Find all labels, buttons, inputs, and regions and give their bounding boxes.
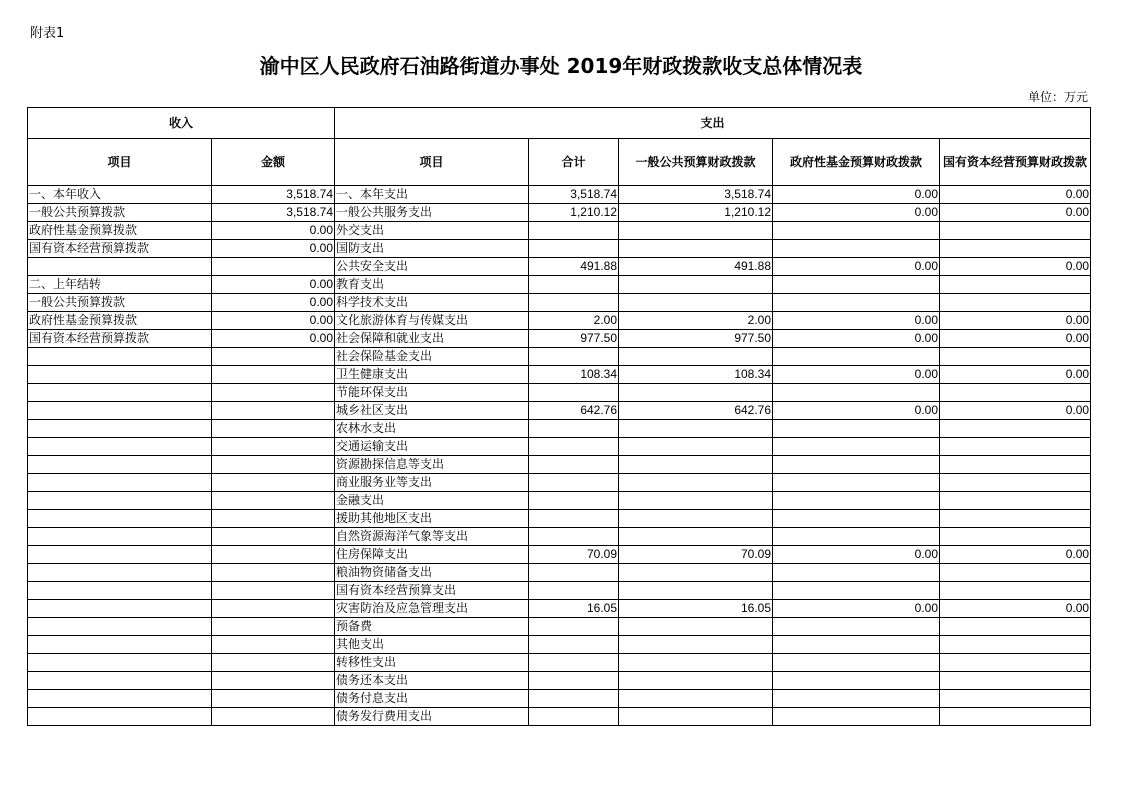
income-item-cell bbox=[28, 546, 212, 564]
exp-total-cell bbox=[529, 474, 619, 492]
exp-total-cell bbox=[529, 636, 619, 654]
exp-general-cell bbox=[619, 528, 773, 546]
exp-total-cell: 1,210.12 bbox=[529, 204, 619, 222]
income-item-cell bbox=[28, 618, 212, 636]
table-body bbox=[28, 186, 1091, 726]
exp-total-cell: 2.00 bbox=[529, 312, 619, 330]
exp-item-cell: 住房保障支出 bbox=[335, 546, 529, 564]
exp-state-cell bbox=[940, 582, 1091, 600]
income-item-cell: 国有资本经营预算拨款 bbox=[28, 240, 212, 258]
exp-state-cell: 0.00 bbox=[940, 258, 1091, 276]
exp-total-cell bbox=[529, 708, 619, 726]
table-row bbox=[28, 582, 1091, 600]
income-amount-cell bbox=[212, 420, 335, 438]
exp-general-cell bbox=[619, 564, 773, 582]
exp-fund-cell bbox=[773, 474, 940, 492]
exp-state-cell: 0.00 bbox=[940, 186, 1091, 204]
exp-fund-cell: 0.00 bbox=[773, 186, 940, 204]
income-item-cell: 二、上年结转 bbox=[28, 276, 212, 294]
exp-item-cell: 预备费 bbox=[335, 618, 529, 636]
table-row bbox=[28, 564, 1091, 582]
exp-fund-cell bbox=[773, 348, 940, 366]
income-item-cell bbox=[28, 528, 212, 546]
income-item-cell bbox=[28, 402, 212, 420]
exp-general-cell: 108.34 bbox=[619, 366, 773, 384]
exp-total-cell: 70.09 bbox=[529, 546, 619, 564]
exp-item-cell: 商业服务业等支出 bbox=[335, 474, 529, 492]
exp-item-cell: 农林水支出 bbox=[335, 420, 529, 438]
exp-item-cell: 科学技术支出 bbox=[335, 294, 529, 312]
exp-fund-cell: 0.00 bbox=[773, 600, 940, 618]
income-amount-header: 金额 bbox=[212, 139, 335, 186]
income-amount-cell bbox=[212, 258, 335, 276]
exp-total-cell bbox=[529, 564, 619, 582]
exp-total-cell: 977.50 bbox=[529, 330, 619, 348]
exp-item-cell: 援助其他地区支出 bbox=[335, 510, 529, 528]
exp-fund-cell: 0.00 bbox=[773, 402, 940, 420]
exp-state-cell bbox=[940, 438, 1091, 456]
income-amount-cell bbox=[212, 528, 335, 546]
income-amount-cell bbox=[212, 600, 335, 618]
exp-total-cell bbox=[529, 582, 619, 600]
exp-fund-cell bbox=[773, 672, 940, 690]
table-row bbox=[28, 438, 1091, 456]
exp-total-cell: 3,518.74 bbox=[529, 186, 619, 204]
income-item-cell bbox=[28, 636, 212, 654]
exp-general-cell bbox=[619, 348, 773, 366]
exp-total-cell bbox=[529, 510, 619, 528]
exp-item-cell: 交通运输支出 bbox=[335, 438, 529, 456]
exp-item-cell: 其他支出 bbox=[335, 636, 529, 654]
exp-total-cell: 108.34 bbox=[529, 366, 619, 384]
income-amount-cell: 3,518.74 bbox=[212, 204, 335, 222]
table-row bbox=[28, 258, 1091, 276]
income-item-cell: 政府性基金预算拨款 bbox=[28, 222, 212, 240]
income-item-cell bbox=[28, 690, 212, 708]
exp-general-cell bbox=[619, 672, 773, 690]
exp-item-cell: 外交支出 bbox=[335, 222, 529, 240]
table-row bbox=[28, 420, 1091, 438]
income-item-cell bbox=[28, 654, 212, 672]
exp-total-cell bbox=[529, 456, 619, 474]
exp-state-cell bbox=[940, 492, 1091, 510]
exp-general-cell bbox=[619, 456, 773, 474]
income-amount-cell: 0.00 bbox=[212, 240, 335, 258]
table-row bbox=[28, 402, 1091, 420]
exp-fund-cell: 0.00 bbox=[773, 366, 940, 384]
income-item-cell: 一、本年收入 bbox=[28, 186, 212, 204]
exp-fund-cell bbox=[773, 708, 940, 726]
exp-fund-cell bbox=[773, 492, 940, 510]
income-item-cell: 政府性基金预算拨款 bbox=[28, 312, 212, 330]
exp-state-cell bbox=[940, 510, 1091, 528]
exp-general-cell: 977.50 bbox=[619, 330, 773, 348]
exp-state-cell bbox=[940, 420, 1091, 438]
exp-state-cell bbox=[940, 636, 1091, 654]
income-amount-cell: 0.00 bbox=[212, 222, 335, 240]
exp-item-cell: 自然资源海洋气象等支出 bbox=[335, 528, 529, 546]
exp-general-cell bbox=[619, 492, 773, 510]
exp-total-cell: 491.88 bbox=[529, 258, 619, 276]
exp-state-cell: 0.00 bbox=[940, 312, 1091, 330]
exp-fund-cell bbox=[773, 510, 940, 528]
exp-general-cell: 3,518.74 bbox=[619, 186, 773, 204]
exp-item-cell: 国防支出 bbox=[335, 240, 529, 258]
table-row bbox=[28, 618, 1091, 636]
exp-general-cell bbox=[619, 240, 773, 258]
income-amount-cell bbox=[212, 636, 335, 654]
exp-item-cell: 公共安全支出 bbox=[335, 258, 529, 276]
exp-item-cell: 卫生健康支出 bbox=[335, 366, 529, 384]
exp-general-cell: 491.88 bbox=[619, 258, 773, 276]
exp-state-cell: 0.00 bbox=[940, 330, 1091, 348]
income-amount-cell bbox=[212, 582, 335, 600]
table-row bbox=[28, 690, 1091, 708]
expenditure-header: 支出 bbox=[335, 108, 1091, 139]
income-amount-cell bbox=[212, 618, 335, 636]
exp-item-cell: 债务还本支出 bbox=[335, 672, 529, 690]
table-row bbox=[28, 330, 1091, 348]
exp-fund-cell bbox=[773, 240, 940, 258]
income-header: 收入 bbox=[28, 108, 335, 139]
exp-total-cell bbox=[529, 654, 619, 672]
exp-general-cell bbox=[619, 690, 773, 708]
annex-label: 附表1 bbox=[30, 26, 65, 41]
exp-state-cell bbox=[940, 294, 1091, 312]
income-amount-cell bbox=[212, 366, 335, 384]
exp-state-cell bbox=[940, 276, 1091, 294]
exp-general-cell bbox=[619, 708, 773, 726]
exp-total-cell bbox=[529, 672, 619, 690]
table-row bbox=[28, 294, 1091, 312]
table-row bbox=[28, 474, 1091, 492]
exp-item-cell: 灾害防治及应急管理支出 bbox=[335, 600, 529, 618]
exp-general-cell bbox=[619, 276, 773, 294]
exp-state-cell bbox=[940, 708, 1091, 726]
table-row bbox=[28, 636, 1091, 654]
income-item-cell: 一般公共预算拨款 bbox=[28, 294, 212, 312]
exp-fund-cell: 0.00 bbox=[773, 330, 940, 348]
exp-state-cell: 0.00 bbox=[940, 600, 1091, 618]
exp-total-cell bbox=[529, 294, 619, 312]
page-title: 渝中区人民政府石油路街道办事处 2019年财政拨款收支总体情况表 bbox=[259, 54, 863, 78]
income-item-cell bbox=[28, 600, 212, 618]
exp-fund-cell bbox=[773, 636, 940, 654]
exp-state-cell: 0.00 bbox=[940, 546, 1091, 564]
income-amount-cell bbox=[212, 402, 335, 420]
exp-state-cell: 0.00 bbox=[940, 204, 1091, 222]
table-row bbox=[28, 510, 1091, 528]
income-amount-cell bbox=[212, 510, 335, 528]
exp-fund-cell bbox=[773, 294, 940, 312]
income-item-cell bbox=[28, 366, 212, 384]
exp-fund-header: 政府性基金预算财政拨款 bbox=[773, 139, 940, 186]
exp-item-cell: 文化旅游体育与传媒支出 bbox=[335, 312, 529, 330]
exp-item-cell: 转移性支出 bbox=[335, 654, 529, 672]
income-item-cell bbox=[28, 438, 212, 456]
exp-total-cell bbox=[529, 276, 619, 294]
income-item-cell bbox=[28, 384, 212, 402]
table-row bbox=[28, 384, 1091, 402]
exp-state-cell: 0.00 bbox=[940, 402, 1091, 420]
exp-general-cell bbox=[619, 582, 773, 600]
exp-item-cell: 一、本年支出 bbox=[335, 186, 529, 204]
exp-state-cell: 0.00 bbox=[940, 366, 1091, 384]
exp-state-header: 国有资本经营预算财政拨款 bbox=[940, 139, 1091, 186]
exp-fund-cell bbox=[773, 690, 940, 708]
exp-general-cell bbox=[619, 222, 773, 240]
income-amount-cell bbox=[212, 492, 335, 510]
exp-total-cell bbox=[529, 240, 619, 258]
income-amount-cell: 0.00 bbox=[212, 330, 335, 348]
income-item-cell bbox=[28, 582, 212, 600]
exp-general-cell: 2.00 bbox=[619, 312, 773, 330]
income-amount-cell bbox=[212, 456, 335, 474]
exp-total-cell bbox=[529, 420, 619, 438]
exp-total-cell bbox=[529, 690, 619, 708]
exp-general-cell bbox=[619, 438, 773, 456]
exp-total-cell bbox=[529, 528, 619, 546]
exp-fund-cell bbox=[773, 276, 940, 294]
exp-general-cell bbox=[619, 294, 773, 312]
exp-state-cell bbox=[940, 384, 1091, 402]
exp-state-cell bbox=[940, 222, 1091, 240]
income-amount-cell: 0.00 bbox=[212, 294, 335, 312]
income-item-header: 项目 bbox=[28, 139, 212, 186]
exp-general-cell: 16.05 bbox=[619, 600, 773, 618]
exp-state-cell bbox=[940, 348, 1091, 366]
exp-general-cell bbox=[619, 384, 773, 402]
exp-general-cell bbox=[619, 510, 773, 528]
header-row-groups bbox=[28, 108, 1091, 139]
table-row bbox=[28, 708, 1091, 726]
exp-total-header: 合计 bbox=[529, 139, 619, 186]
table-row bbox=[28, 528, 1091, 546]
exp-general-header: 一般公共预算财政拨款 bbox=[619, 139, 773, 186]
exp-item-cell: 粮油物资储备支出 bbox=[335, 564, 529, 582]
exp-fund-cell bbox=[773, 582, 940, 600]
table-row bbox=[28, 492, 1091, 510]
exp-fund-cell bbox=[773, 384, 940, 402]
exp-fund-cell bbox=[773, 420, 940, 438]
exp-state-cell bbox=[940, 474, 1091, 492]
income-amount-cell bbox=[212, 384, 335, 402]
exp-fund-cell: 0.00 bbox=[773, 204, 940, 222]
exp-item-cell: 社会保障和就业支出 bbox=[335, 330, 529, 348]
exp-general-cell bbox=[619, 420, 773, 438]
income-amount-cell bbox=[212, 654, 335, 672]
exp-fund-cell bbox=[773, 222, 940, 240]
income-item-cell bbox=[28, 456, 212, 474]
budget-table bbox=[27, 107, 1091, 726]
table-row bbox=[28, 276, 1091, 294]
exp-fund-cell bbox=[773, 528, 940, 546]
exp-state-cell bbox=[940, 456, 1091, 474]
income-amount-cell bbox=[212, 690, 335, 708]
income-amount-cell bbox=[212, 348, 335, 366]
income-item-cell bbox=[28, 474, 212, 492]
income-amount-cell: 0.00 bbox=[212, 276, 335, 294]
exp-item-cell: 债务发行费用支出 bbox=[335, 708, 529, 726]
income-item-cell bbox=[28, 258, 212, 276]
income-amount-cell bbox=[212, 708, 335, 726]
income-amount-cell bbox=[212, 672, 335, 690]
exp-total-cell bbox=[529, 618, 619, 636]
exp-fund-cell bbox=[773, 438, 940, 456]
exp-fund-cell: 0.00 bbox=[773, 258, 940, 276]
exp-general-cell: 1,210.12 bbox=[619, 204, 773, 222]
exp-total-cell bbox=[529, 222, 619, 240]
table-row bbox=[28, 204, 1091, 222]
income-item-cell bbox=[28, 348, 212, 366]
exp-total-cell: 16.05 bbox=[529, 600, 619, 618]
exp-state-cell bbox=[940, 618, 1091, 636]
exp-item-cell: 城乡社区支出 bbox=[335, 402, 529, 420]
table-row bbox=[28, 240, 1091, 258]
exp-fund-cell bbox=[773, 564, 940, 582]
income-item-cell bbox=[28, 492, 212, 510]
table-row bbox=[28, 546, 1091, 564]
exp-state-cell bbox=[940, 672, 1091, 690]
exp-item-cell: 教育支出 bbox=[335, 276, 529, 294]
exp-item-cell: 节能环保支出 bbox=[335, 384, 529, 402]
table-row bbox=[28, 348, 1091, 366]
income-amount-cell bbox=[212, 546, 335, 564]
exp-item-header: 项目 bbox=[335, 139, 529, 186]
header-row-columns bbox=[28, 139, 1091, 186]
exp-fund-cell bbox=[773, 618, 940, 636]
exp-total-cell bbox=[529, 492, 619, 510]
exp-fund-cell: 0.00 bbox=[773, 546, 940, 564]
income-item-cell bbox=[28, 510, 212, 528]
table-row bbox=[28, 366, 1091, 384]
income-item-cell bbox=[28, 672, 212, 690]
exp-total-cell: 642.76 bbox=[529, 402, 619, 420]
income-item-cell: 一般公共预算拨款 bbox=[28, 204, 212, 222]
table-row bbox=[28, 600, 1091, 618]
exp-state-cell bbox=[940, 690, 1091, 708]
exp-general-cell: 642.76 bbox=[619, 402, 773, 420]
table-row bbox=[28, 654, 1091, 672]
exp-total-cell bbox=[529, 438, 619, 456]
exp-fund-cell bbox=[773, 654, 940, 672]
table-row bbox=[28, 672, 1091, 690]
income-item-cell bbox=[28, 564, 212, 582]
income-amount-cell: 3,518.74 bbox=[212, 186, 335, 204]
income-item-cell: 国有资本经营预算拨款 bbox=[28, 330, 212, 348]
exp-state-cell bbox=[940, 564, 1091, 582]
exp-state-cell bbox=[940, 240, 1091, 258]
exp-item-cell: 资源勘探信息等支出 bbox=[335, 456, 529, 474]
exp-item-cell: 债务付息支出 bbox=[335, 690, 529, 708]
exp-state-cell bbox=[940, 528, 1091, 546]
income-amount-cell bbox=[212, 474, 335, 492]
table-row bbox=[28, 222, 1091, 240]
exp-general-cell: 70.09 bbox=[619, 546, 773, 564]
exp-item-cell: 金融支出 bbox=[335, 492, 529, 510]
exp-total-cell bbox=[529, 348, 619, 366]
exp-item-cell: 一般公共服务支出 bbox=[335, 204, 529, 222]
income-amount-cell: 0.00 bbox=[212, 312, 335, 330]
exp-general-cell bbox=[619, 618, 773, 636]
exp-general-cell bbox=[619, 654, 773, 672]
unit-label: 单位：万元 bbox=[1027, 90, 1088, 104]
table-row bbox=[28, 312, 1091, 330]
income-item-cell bbox=[28, 708, 212, 726]
income-amount-cell bbox=[212, 438, 335, 456]
exp-item-cell: 社会保险基金支出 bbox=[335, 348, 529, 366]
exp-state-cell bbox=[940, 654, 1091, 672]
income-item-cell bbox=[28, 420, 212, 438]
exp-general-cell bbox=[619, 636, 773, 654]
income-amount-cell bbox=[212, 564, 335, 582]
exp-fund-cell bbox=[773, 456, 940, 474]
table-row bbox=[28, 456, 1091, 474]
exp-total-cell bbox=[529, 384, 619, 402]
exp-item-cell: 国有资本经营预算支出 bbox=[335, 582, 529, 600]
exp-fund-cell: 0.00 bbox=[773, 312, 940, 330]
table-row bbox=[28, 186, 1091, 204]
exp-general-cell bbox=[619, 474, 773, 492]
